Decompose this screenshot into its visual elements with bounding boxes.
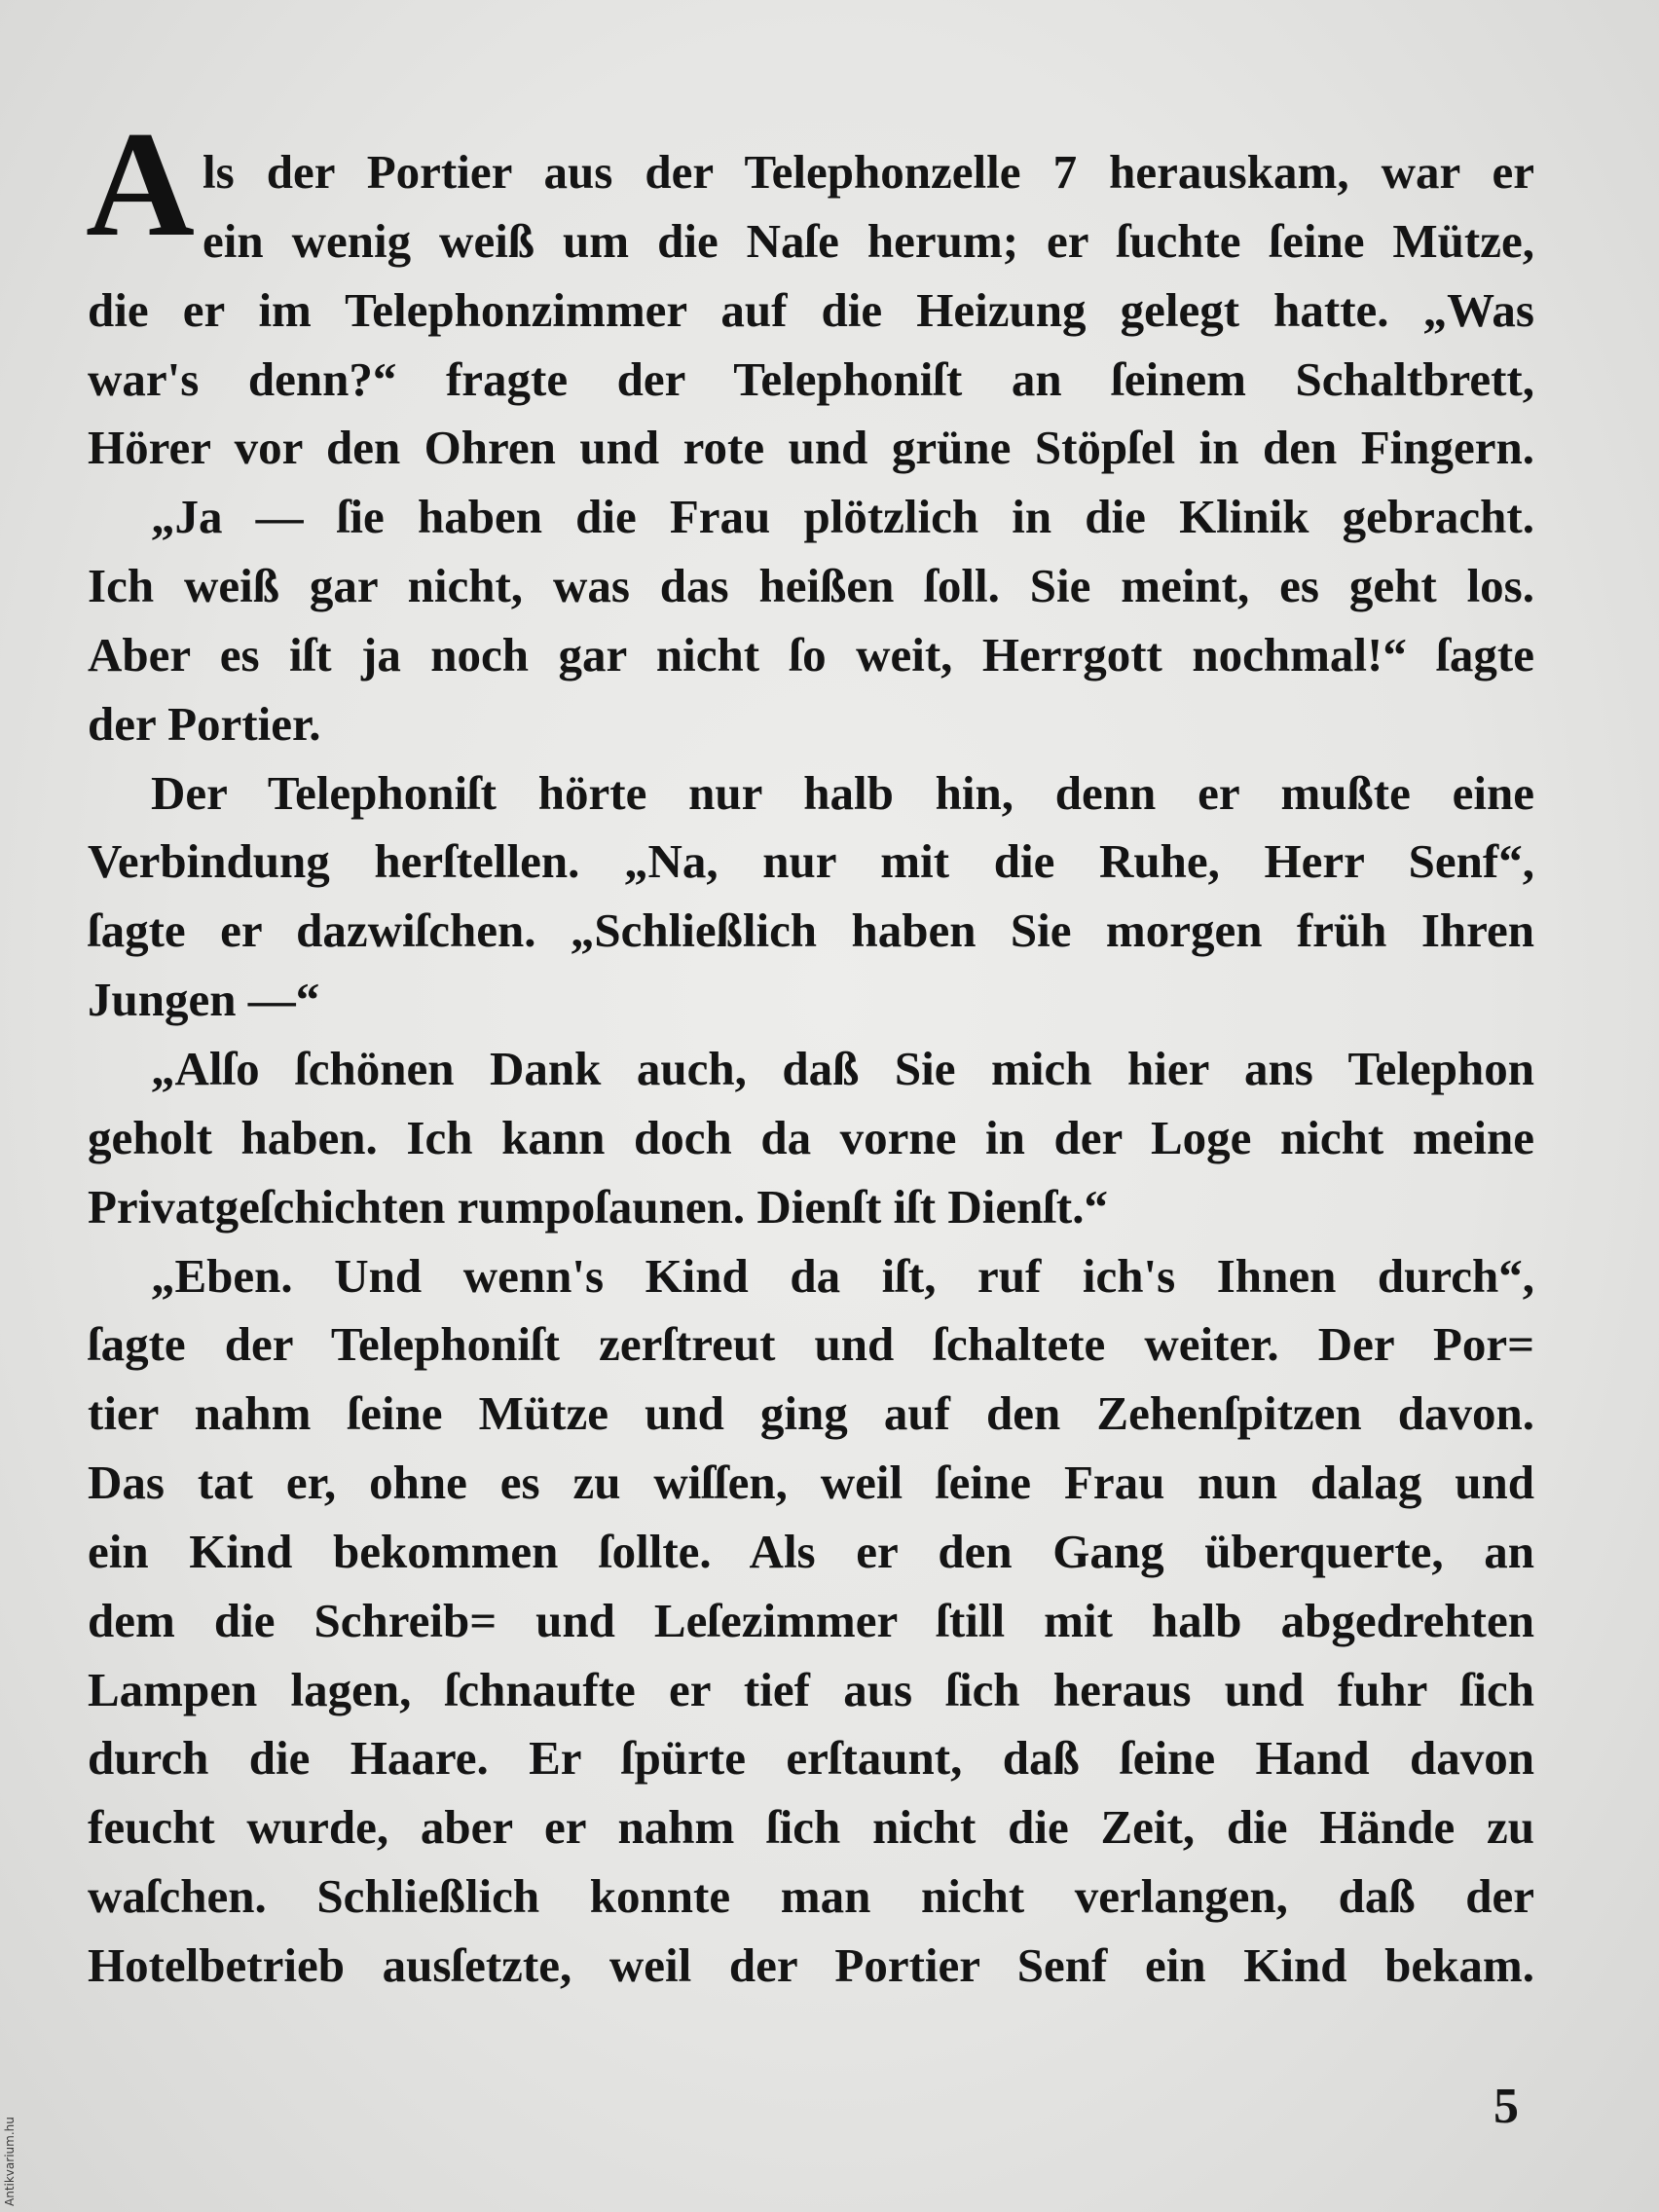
text-line: Hörer vor den Ohren und rote und grüne Stöpſel in den Fingern. <box>88 421 1534 475</box>
text-line: Aber es iſt ja noch gar nicht ſo weit, Herrgott nochmal!“ ſagte <box>88 627 1534 682</box>
text-line: ſagte er dazwiſchen. „Schließlich haben Sie morgen früh Ihren <box>88 903 1534 958</box>
text-line: durch die Haare. Er ſpürte erſtaunt, daß ſeine Hand davon <box>88 1731 1534 1786</box>
text-line: Ich weiß gar nicht, was das heißen ſoll. Sie meint, es geht los. <box>88 559 1534 613</box>
text-line: waſchen. Schließlich konnte man nicht verlangen, daß der <box>88 1869 1534 1924</box>
text-line: feucht wurde, aber er nahm ſich nicht die Zeit, die Hände zu <box>88 1800 1534 1855</box>
text-line: die er im Telephonzimmer auf die Heizung gelegt hatte. „Was <box>88 282 1534 337</box>
text-line: ls der Portier aus der Telephonzelle 7 herauskam, war er <box>203 145 1534 199</box>
drop-cap-initial: A <box>86 100 195 268</box>
text-line: Das tat er, ohne es zu wiſſen, weil ſeine Frau nun dalag und <box>88 1456 1534 1510</box>
paragraph <box>88 759 1534 1035</box>
paragraph <box>88 1035 1534 1242</box>
paragraph <box>88 483 1534 758</box>
text-line: der Portier. <box>88 696 321 751</box>
text-line: Hotelbetrieb ausſetzte, weil der Portier Senf ein Kind bekam. <box>88 1937 1534 1992</box>
text-line: Der Telephoniſt hörte nur halb hin, denn er mußte eine <box>151 765 1534 820</box>
text-line: „Alſo ſchönen Dank auch, daß Sie mich hier ans Telephon <box>151 1041 1534 1095</box>
text-line: „Eben. Und wenn's Kind da iſt, ruf ich's Ihnen durch“, <box>151 1248 1534 1303</box>
page-number: 5 <box>1493 2079 1519 2134</box>
text-line: ein wenig weiß um die Naſe herum; er ſuchte ſeine Mütze, <box>203 213 1534 268</box>
text-line: „Ja — ſie haben die Frau plötzlich in die Klinik gebracht. <box>151 490 1534 544</box>
paragraph <box>88 1242 1534 2001</box>
text-line: Lampen lagen, ſchnaufte er tief aus ſich heraus und fuhr ſich <box>88 1662 1534 1716</box>
text-line: dem die Schreib= und Leſezimmer ſtill mit halb abgedrehten <box>88 1593 1534 1647</box>
text-line: tier nahm ſeine Mütze und ging auf den Zehenſpitzen davon. <box>88 1386 1534 1441</box>
text-line: ſagte der Telephoniſt zerſtreut und ſchaltete weiter. Der Por= <box>88 1317 1534 1372</box>
watermark: Antikvarium.hu <box>3 2117 17 2206</box>
text-line: Privatgeſchichten rumpoſaunen. Dienſt iſt Dienſt.“ <box>88 1179 1108 1234</box>
text-line: Jungen —“ <box>88 973 320 1027</box>
text-line: ein Kind bekommen ſollte. Als er den Gang überquerte, an <box>88 1524 1534 1578</box>
paragraph <box>88 138 1534 483</box>
text-line: war's denn?“ fragte der Telephoniſt an ſeinem Schaltbrett, <box>88 351 1534 406</box>
body-text <box>88 138 1534 2001</box>
text-line: geholt haben. Ich kann doch da vorne in der Loge nicht meine <box>88 1110 1534 1164</box>
text-line: Verbindung herſtellen. „Na, nur mit die Ruhe, Herr Senf“, <box>88 834 1534 889</box>
